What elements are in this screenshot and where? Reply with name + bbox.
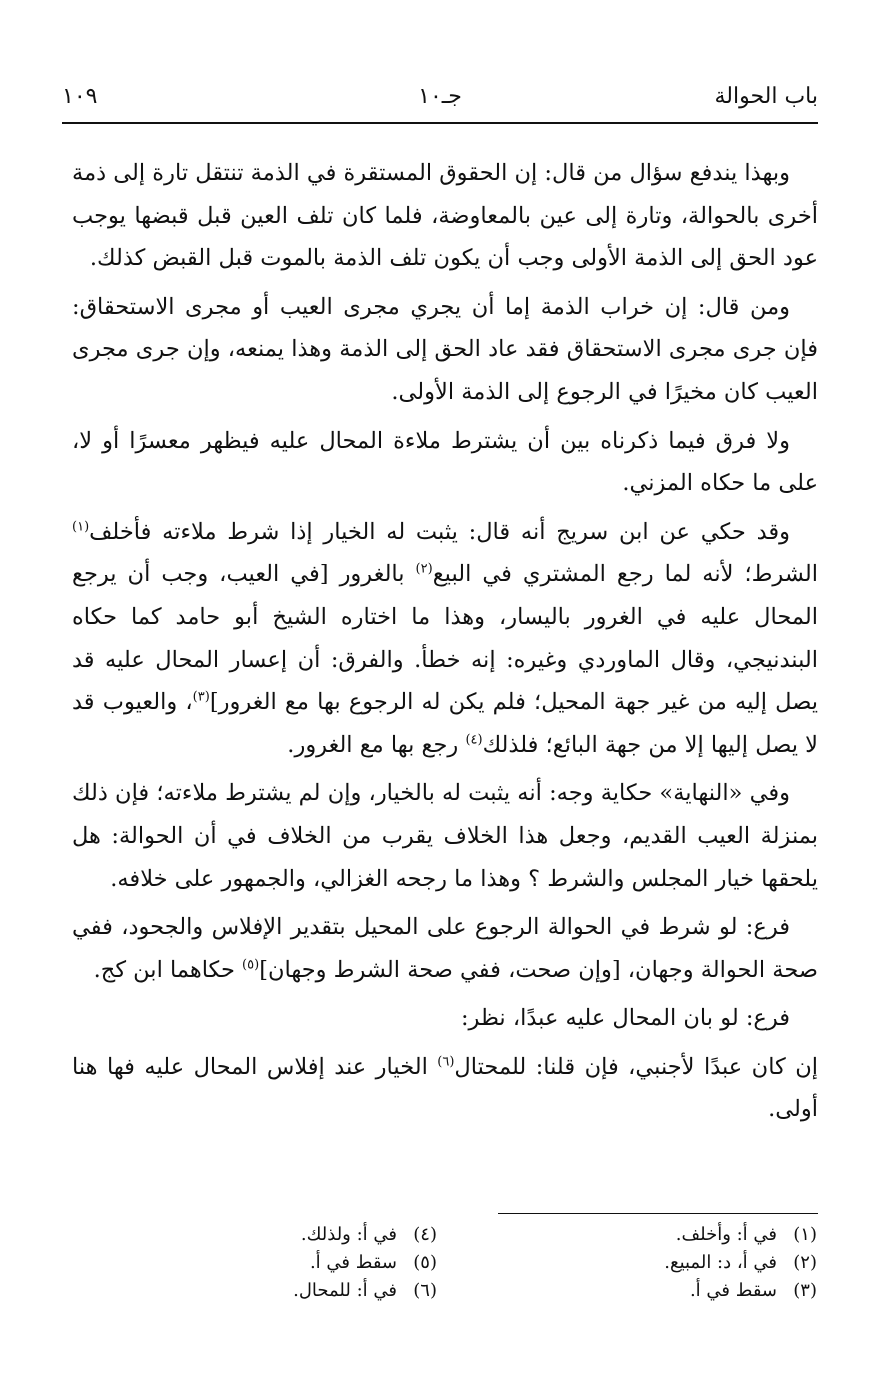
footnote: (٤)في أ: ولذلك. <box>300 1224 437 1245</box>
footnote: (٣)سقط في أ. <box>689 1280 817 1301</box>
main-text <box>72 152 818 1137</box>
paragraph: فرع: لو بان المحال عليه عبدًا، نظر: <box>460 1005 790 1032</box>
footnote-ref: (٤) <box>465 732 483 748</box>
paragraph: فرع: لو شرط في الحوالة الرجوع على المحيل بتقدير الإفلاس والجحود، ففي صحة الحوالة وجهان، [وإن صحت، ففي صحة الشرط وجهان]$^{(٥)}$ حكاهما ابن كج. <box>72 914 818 983</box>
paragraph: وبهذا يندفع سؤال من قال: إن الحقوق المستقرة في الذمة تنتقل تارة إلى ذمة أخرى بالحوالة، وتارة إلى عين بالمعاوضة، فلما كان تلف العين قبل قبضها يوجب عود الحق إلى الذمة الأولى وجب أن يكون تلف الذمة بالموت قبل القبض كذلك. <box>72 160 818 272</box>
page-number: ١٠٩ <box>62 84 98 109</box>
footnote-ref: (٢) <box>415 561 433 577</box>
paragraph: إن كان عبدًا لأجنبي، فإن قلنا: للمحتال$^{(٦)}$ الخيار عند إفلاس المحال عليه فها هنا أولى. <box>72 1053 818 1123</box>
running-header <box>62 84 818 116</box>
paragraph: وقد حكي عن ابن سريج أنه قال: يثبت له الخيار إذا شرط ملاءته فأخلف$^{(١)}$ الشرط؛ لأنه لما رجع المشتري في البيع$^{(٢)}$ بالغرور [في العيب، وجب أن يرجع المحال عليه في الغرور باليسار، وهذا ما اختاره الشيخ أبو حامد كما حكاه البندنيجي، وقال الماوردي وغيره: إنه خطأ. والفرق: أن إعسار المحال عليه قد يصل إليه من غير جهة المحيل؛ فلم يكن له الرجوع بها مع الغرور]$^{(٣)}$، والعيوب قد لا يصل إليها إلا من جهة البائع؛ فلذلك$^{(٤)}$ رجع بها مع الغرور. <box>72 518 819 758</box>
footnote: (٦)في أ: للمحال. <box>293 1280 437 1301</box>
footnote-ref: (١) <box>72 519 90 535</box>
footnote: (٢)في أ، د: المبيع. <box>664 1252 817 1273</box>
paragraph: ولا فرق فيما ذكرناه بين أن يشترط ملاءة المحال عليه فيظهر معسرًا أو لا، على ما حكاه المزني. <box>72 427 818 497</box>
footnote: (٥)سقط في أ. <box>309 1252 437 1273</box>
paragraph: ومن قال: إن خراب الذمة إما أن يجري مجرى العيب أو مجرى الاستحقاق: فإن جرى مجرى الاستحقاق فقد عاد الحق إلى الذمة وهذا يمنعه، وإن جرى مجرى العيب كان مخيرًا في الرجوع إلى الذمة الأولى. <box>72 293 818 405</box>
footnote-ref: (٥) <box>242 957 260 973</box>
header-rule <box>62 122 818 124</box>
footnotes-column-right <box>517 1221 817 1305</box>
chapter-title: باب الحوالة <box>714 84 818 109</box>
footnote-rule <box>498 1213 818 1214</box>
footnote: (١)في أ: وأخلف. <box>675 1224 817 1245</box>
paragraph: وفي «النهاية» حكاية وجه: أنه يثبت له بالخيار، وإن لم يشترط ملاءته؛ فإن ذلك بمنزلة العيب القديم، وجعل هذا الخلاف يقرب من الخلاف في أن الحوالة: هل يلحقها خيار المجلس والشرط ؟ وهذا ما رجحه الغزالي، والجمهور على خلافه. <box>72 780 818 892</box>
footnote-ref: (٦) <box>437 1054 455 1070</box>
footnotes-column-left <box>137 1221 437 1305</box>
footnote-ref: (٣) <box>192 689 210 705</box>
volume-number: جـ١٠ <box>418 84 462 109</box>
